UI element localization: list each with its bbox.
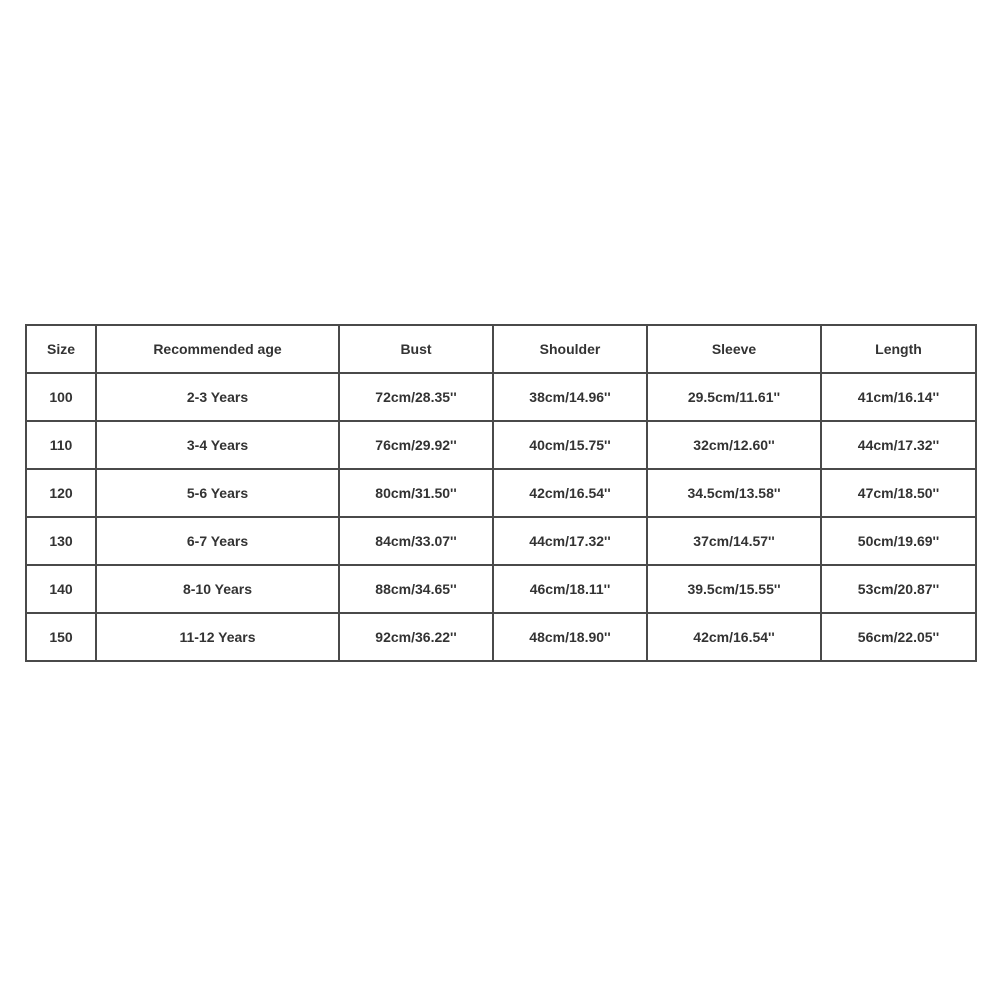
cell-shoulder: 44cm/17.32''	[493, 517, 647, 565]
cell-shoulder: 38cm/14.96''	[493, 373, 647, 421]
table-row	[26, 565, 976, 613]
cell-size: 120	[26, 469, 96, 517]
cell-age: 2-3 Years	[96, 373, 339, 421]
cell-length: 50cm/19.69''	[821, 517, 976, 565]
header-size: Size	[26, 325, 96, 373]
cell-shoulder: 40cm/15.75''	[493, 421, 647, 469]
cell-length: 41cm/16.14''	[821, 373, 976, 421]
cell-sleeve: 39.5cm/15.55''	[647, 565, 821, 613]
cell-sleeve: 29.5cm/11.61''	[647, 373, 821, 421]
header-row	[26, 325, 976, 373]
cell-age: 5-6 Years	[96, 469, 339, 517]
header-sleeve: Sleeve	[647, 325, 821, 373]
cell-bust: 76cm/29.92''	[339, 421, 493, 469]
cell-bust: 92cm/36.22''	[339, 613, 493, 661]
cell-bust: 88cm/34.65''	[339, 565, 493, 613]
cell-length: 47cm/18.50''	[821, 469, 976, 517]
cell-shoulder: 48cm/18.90''	[493, 613, 647, 661]
cell-size: 130	[26, 517, 96, 565]
header-bust: Bust	[339, 325, 493, 373]
cell-length: 44cm/17.32''	[821, 421, 976, 469]
cell-sleeve: 32cm/12.60''	[647, 421, 821, 469]
table-row	[26, 421, 976, 469]
header-length: Length	[821, 325, 976, 373]
cell-length: 56cm/22.05''	[821, 613, 976, 661]
cell-age: 3-4 Years	[96, 421, 339, 469]
cell-age: 8-10 Years	[96, 565, 339, 613]
size-chart-table	[25, 324, 977, 662]
header-recommended-age: Recommended age	[96, 325, 339, 373]
cell-shoulder: 46cm/18.11''	[493, 565, 647, 613]
cell-sleeve: 42cm/16.54''	[647, 613, 821, 661]
table-row	[26, 517, 976, 565]
header-shoulder: Shoulder	[493, 325, 647, 373]
cell-bust: 84cm/33.07''	[339, 517, 493, 565]
cell-length: 53cm/20.87''	[821, 565, 976, 613]
cell-bust: 72cm/28.35''	[339, 373, 493, 421]
cell-size: 110	[26, 421, 96, 469]
cell-size: 150	[26, 613, 96, 661]
cell-sleeve: 37cm/14.57''	[647, 517, 821, 565]
cell-shoulder: 42cm/16.54''	[493, 469, 647, 517]
table-row	[26, 613, 976, 661]
cell-sleeve: 34.5cm/13.58''	[647, 469, 821, 517]
cell-size: 140	[26, 565, 96, 613]
cell-age: 11-12 Years	[96, 613, 339, 661]
table-row	[26, 373, 976, 421]
cell-age: 6-7 Years	[96, 517, 339, 565]
table-row	[26, 469, 976, 517]
cell-size: 100	[26, 373, 96, 421]
cell-bust: 80cm/31.50''	[339, 469, 493, 517]
